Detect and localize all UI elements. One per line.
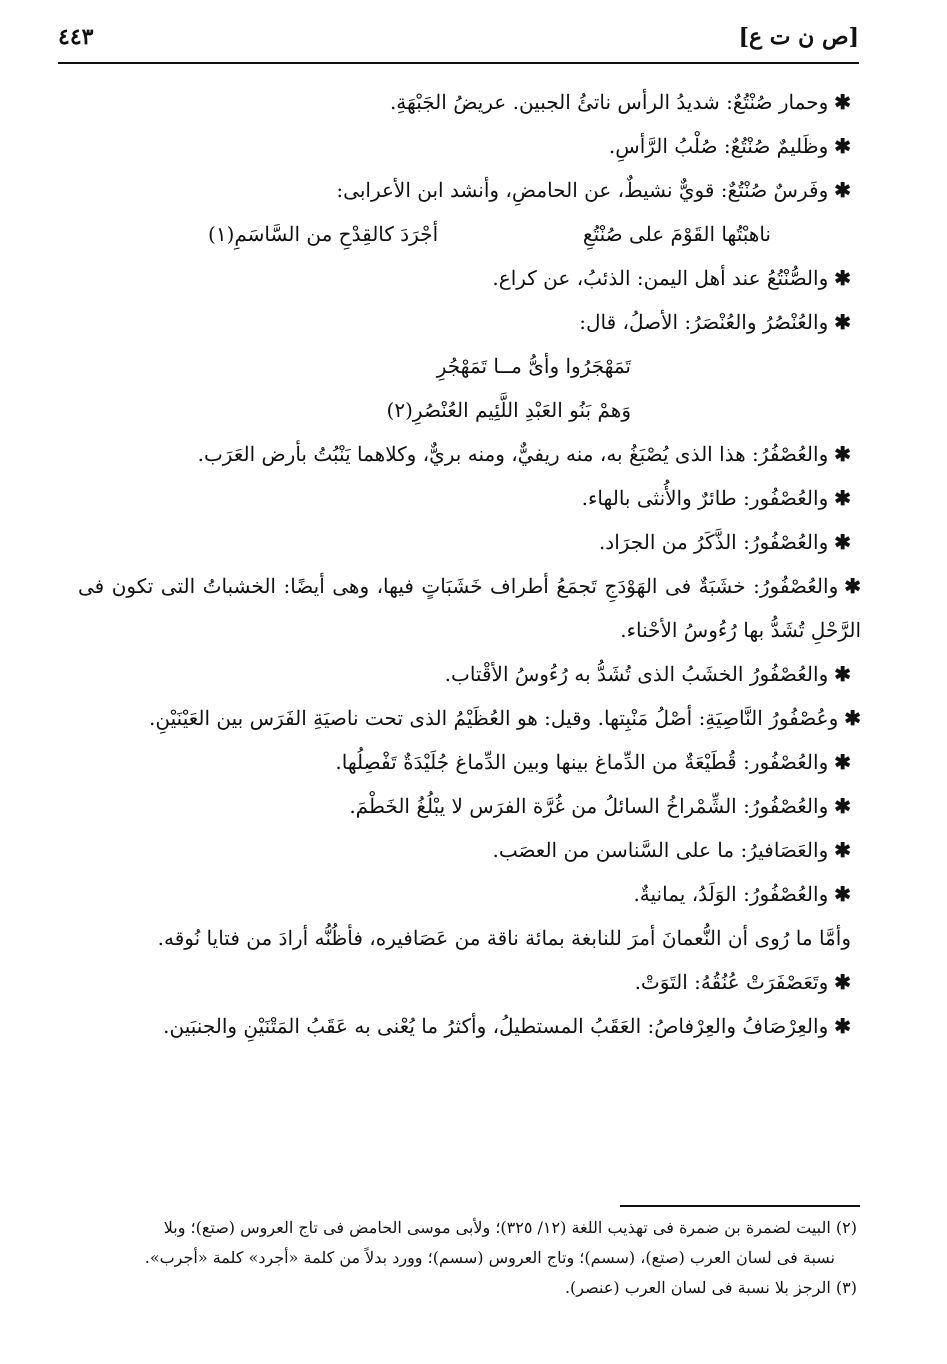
asterisk-icon: ✱: [834, 134, 851, 158]
entry: ✱والعُصْفُورُ الخشَبُ الذى تُشَدُّ به رُءُوسُ الأقْتاب.: [444, 662, 851, 686]
main-text: [78, 80, 861, 1048]
entry: ✱والعُصْفُورُ: الشِّمْراخُ السائلُ من غُرَّة الفرَس لا يبْلُغُ الخَطْمَ.: [349, 794, 851, 818]
entry: ✱والعُصْفُور: طائرٌ والأُنثى بالهاء.: [581, 486, 851, 510]
asterisk-icon: ✱: [834, 310, 851, 334]
entry: ✱والعُصْفُورُ: الوَلَدُ، يمانيةٌ.: [633, 882, 851, 906]
asterisk-icon: ✱: [834, 970, 851, 994]
asterisk-icon: ✱: [844, 706, 861, 730]
footnote: (٣) الرجز بلا نسبة فى لسان العرب (عنصر).: [564, 1278, 857, 1297]
asterisk-icon: ✱: [834, 266, 851, 290]
verse-second-hemistich: أجْرَدَ كالقِدْحِ من السَّاسَمِ(١): [208, 222, 439, 246]
entry: ✱والعُصْفُورُ: الذَّكَرُ من الجرَاد.: [598, 530, 851, 554]
footnote: (٢) البيت لضمرة بن ضمرة فى تهذيب اللغة (١٢/ ٣٢٥)؛ ولأبى موسى الحامض فى تاج العروس (صتع)؛ وبلا: [163, 1218, 857, 1237]
asterisk-icon: ✱: [834, 662, 851, 686]
root-letters: [ص ن ت ع]: [738, 24, 859, 50]
footnote-continuation: نسبة فى لسان العرب (صتع)، (سسم)؛ وتاج العروس (سسم)؛ وورد بدلاً من كلمة «أجرد» كلمة «أجرب».: [144, 1248, 835, 1267]
entry: ✱وحمار صُنْتُعٌ: شديدُ الرأس ناتئُ الجبين. عريضُ الجَبْهَةِ.: [389, 90, 851, 114]
page-number: ٤٤٣: [58, 24, 94, 50]
asterisk-icon: ✱: [834, 1014, 851, 1038]
poetry-verse: [88, 212, 851, 256]
asterisk-icon: ✱: [834, 794, 851, 818]
asterisk-icon: ✱: [834, 442, 851, 466]
asterisk-icon: ✱: [844, 574, 861, 598]
asterisk-icon: ✱: [834, 750, 851, 774]
entry: ✱والعَصَافيرُ: ما على السَّناسن من العصَب.: [492, 838, 851, 862]
footnote-rule: [620, 1205, 860, 1207]
entry: ✱وتَعَصْفَرَتْ عُنُقُهُ: التَوَتْ.: [634, 970, 851, 994]
asterisk-icon: ✱: [834, 178, 851, 202]
entry: ✱والصُّنْتُعُ عند أهل اليمن: الذئبُ، عن كراع.: [492, 266, 851, 290]
header-rule: [58, 62, 859, 64]
footnotes: [80, 1213, 857, 1303]
asterisk-icon: ✱: [834, 882, 851, 906]
verse-first-hemistich: ناهبْتُها القَوْمَ على صُنْتُعِ: [582, 222, 771, 246]
rajaz-line: وَهمْ بَنُو العَبْدِ اللَّئِيم العُنْصُرِ(٢): [386, 398, 631, 422]
entry: ✱والعُصْفُور: قُطَيْعَةٌ من الدِّماغ بينها وبين الدِّماغ جُلَيْدَةٌ تَفْصِلُها.: [335, 750, 851, 774]
entry: ✱وعُصْفُورُ النَّاصِيَةِ: أصْلُ مَنْبِتها. وقيل: هو العُظَيْمُ الذى تحت ناصيَةِ الفَرَس بين العَيْنَيْنِ.: [149, 706, 861, 730]
asterisk-icon: ✱: [834, 486, 851, 510]
asterisk-icon: ✱: [834, 90, 851, 114]
entry: ✱والعُصْفُرُ: هذا الذى يُصْبَغُ به، منه ريفيٌّ، ومنه بريٌّ، وكلاهما يَنْبُتُ بأرض العَرَب.: [197, 442, 851, 466]
entry: ✱والعِرْصَافُ والعِرْفاصُ: العَقَبُ المستطيلُ، وأكثرُ ما يُعْنى به عَقَبُ المَتْنَيْنِ والجنبَين.: [163, 1014, 851, 1038]
entry: ✱والعُصْفُورُ: خشَبَةٌ فى الهَوْدَجِ تَجمَعُ أطراف خَشَبَاتٍ فيها، وهى أيضًا: الخشباتُ التى تكون فى الرَّحْلِ تُشَدُّ بها رُءُوسُ الأحْناء.: [78, 574, 861, 642]
page-header: [58, 24, 859, 60]
asterisk-icon: ✱: [834, 838, 851, 862]
entry: ✱وظَليمٌ صُنْتُعٌ: صُلْبُ الرَّأسِ.: [608, 134, 851, 158]
rajaz-line: تَمَهْجَرُوا وأىُّ مــا تَمَهْجُرِ: [436, 354, 631, 378]
entry-no-asterisk: وأمَّا ما رُوى أن النُّعمانَ أمرَ للنابغة بمائة ناقة من عَصَافيره، فأظُنُّه أرادَ من فتايا نُوقه.: [157, 926, 851, 950]
entry: ✱والعُنْصُرُ والعُنْصَرُ: الأصلُ، قال:: [579, 310, 851, 334]
entry: ✱وفَرسٌ صُنْتُعٌ: قويٌّ نشيطٌ، عن الحامضِ، وأنشد ابن الأعرابى:: [336, 178, 851, 202]
asterisk-icon: ✱: [834, 530, 851, 554]
